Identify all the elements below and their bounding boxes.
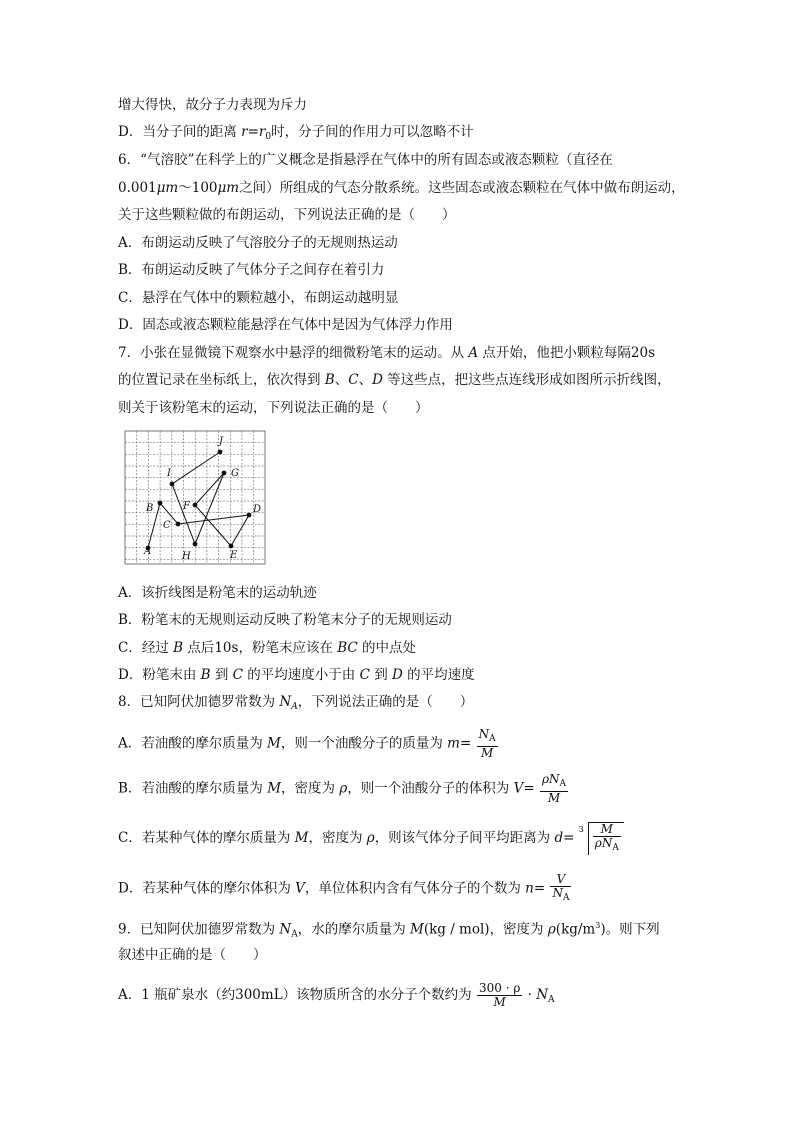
- q7-option-d: D．粉笔末由 B 到 C 的平均速度小于由 C 到 D 的平均速度: [118, 667, 475, 683]
- q6-option-b: B．布朗运动反映了气体分子之间存在着引力: [118, 262, 385, 278]
- q8-option-c: C．若某种气体的摩尔质量为 M，密度为 ρ，则该气体分子间平均距离为 d= 3 $\frac{M}{\rho N_A}$: [118, 822, 624, 855]
- q7-stem-2: 的位置记录在坐标纸上，依次得到 B、C、D 等这些点，把这些点连线形成如图所示折线图，: [118, 372, 671, 388]
- point-j: [218, 450, 223, 455]
- line-1: 增大得快，故分子力表现为斥力: [118, 97, 307, 113]
- point-i: [170, 482, 175, 487]
- q7-option-c: C．经过 B 点后10s，粉笔末应该在 BC 的中点处: [118, 640, 417, 656]
- point-d: [247, 513, 252, 518]
- q8-stem: 8．已知阿伏加德罗常数为 $N_A$，下列说法正确的是（ ）: [118, 694, 474, 712]
- q6-stem-2: 0.001μm～100μm之间）所组成的气态分散系统。这些固态或液态颗粒在气体中做布朗运动，: [118, 180, 685, 196]
- q6-stem-3: 关于这些颗粒做的布朗运动，下列说法正确的是（ ）: [118, 207, 456, 223]
- q6-option-a: A．布朗运动反映了气溶胶分子的无规则热运动: [118, 235, 398, 251]
- point-e: [229, 544, 234, 549]
- q7-stem-1: 7．小张在显微镜下观察水中悬浮的细微粉笔末的运动。从 A 点开始，他把小颗粒每隔20s: [118, 345, 656, 361]
- q8-option-b: B．若油酸的摩尔质量为 M，密度为 ρ，则一个油酸分子的体积为 V= $\frac{\rho N_A}{M}$: [118, 772, 566, 805]
- point-b: [158, 501, 163, 506]
- q6-option-d: D．固态或液态颗粒能悬浮在气体中是因为气体浮力作用: [118, 317, 453, 333]
- fraction-v-over-na: $\frac{V}{N_A}$: [552, 872, 570, 903]
- fraction-300rho-over-m: $\frac{300 \cdot \rho}{M}$: [478, 981, 521, 1009]
- q7-option-a: A．该折线图是粉笔末的运动轨迹: [118, 585, 317, 601]
- point-g: [222, 471, 227, 476]
- label-i: I: [167, 468, 171, 479]
- fraction-rho-na-over-m: $\frac{\rho N_A}{M}$: [541, 772, 566, 805]
- q6-stem-1: 6．“气溶胶”在科学上的广义概念是指悬浮在气体中的所有固态或液态颗粒（直径在: [118, 152, 613, 168]
- label-f: F: [183, 501, 190, 512]
- q7-stem-3: 则关于该粉笔末的运动，下列说法正确的是（ ）: [118, 400, 429, 416]
- cube-root-expression: 3 $\frac{M}{\rho N_A}$: [579, 822, 624, 855]
- brownian-path-figure: [124, 430, 268, 568]
- label-h: H: [182, 551, 191, 562]
- q8-option-d: D．若某种气体的摩尔体积为 V，单位体积内含有气体分子的个数为 n= $\frac{V}{N_A}$: [118, 872, 570, 903]
- label-c: C: [163, 520, 171, 531]
- q9-stem-2: 叙述中正确的是（ ）: [118, 947, 267, 963]
- q7-option-b: B．粉笔末的无规则运动反映了粉笔末分子的无规则运动: [118, 612, 452, 628]
- label-b: B: [146, 503, 154, 514]
- q9-stem-1: 9．已知阿伏加德罗常数为 $N_A$，水的摩尔质量为 M(kg / mol)，密度为 $\rho(kg/m^3)$。则下列: [118, 921, 660, 940]
- q9-option-a: A．1 瓶矿泉水（约300mL）该物质所含的水分子个数约为 $\frac{300 \cdot \rho}{M}$ · $N_A$: [118, 981, 555, 1009]
- label-g: G: [231, 468, 239, 479]
- path-line: [148, 452, 249, 548]
- label-j: J: [219, 436, 224, 447]
- point-h: [193, 542, 198, 547]
- point-c: [176, 522, 181, 527]
- label-d: D: [253, 504, 262, 515]
- point-f: [193, 503, 198, 508]
- option-d-prev: D．当分子间的距离 $r=r_0$时，分子间的作用力可以忽略不计: [118, 124, 474, 142]
- fraction-na-over-m: $\frac{N_A}{M}$: [478, 727, 496, 760]
- q8-option-a: A．若油酸的摩尔质量为 M，则一个油酸分子的质量为 m= $\frac{N_A}{M}$: [118, 727, 496, 760]
- label-a: A: [144, 546, 152, 557]
- q6-option-c: C．悬浮在气体中的颗粒越小，布朗运动越明显: [118, 290, 399, 306]
- label-e: E: [230, 550, 238, 561]
